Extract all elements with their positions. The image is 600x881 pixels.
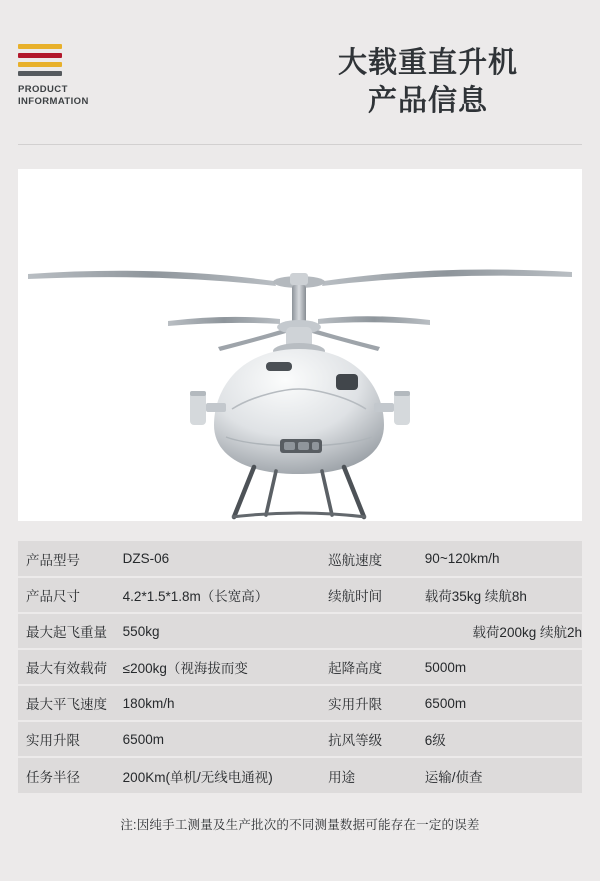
table-row [18,721,582,757]
table-row [18,541,582,577]
spec-value: 载荷200kg 续航2h [320,613,582,649]
measurement-note: 注:因纯手工测量及生产批次的不同测量数据可能存在一定的误差 [120,818,480,832]
spec-label: 巡航速度 [320,541,417,577]
spec-label: 抗风等级 [320,721,417,757]
table-row [18,649,582,685]
spec-label: 用途 [328,769,356,785]
spec-value: 6500m [115,721,320,757]
spec-label: 最大有效载荷 [18,649,115,685]
spec-value: 5000m [417,649,582,685]
spec-value: 550kg [115,613,320,649]
header-divider [18,144,582,145]
table-row [18,577,582,613]
logo-bars-icon [18,44,62,76]
page-title [278,44,578,120]
table-row [18,613,582,649]
spec-value: 4.2*1.5*1.8m（长宽高） [115,577,320,613]
spec-label: 产品型号 [18,541,115,577]
page-title-line2: 产品信息 [367,85,488,117]
spec-label: 续航时间 [320,577,417,613]
spec-value: ≤200kg（视海拔而变 [115,649,320,685]
spec-label: 起降高度 [320,649,417,685]
spec-label: 最大起飞重量 [18,613,115,649]
page-title-line1: 大载重直升机 [337,47,518,79]
spec-value: DZS-06 [115,541,320,577]
spec-label: 产品尺寸 [18,577,115,613]
spec-value: 90~120km/h [417,541,582,577]
page-header [0,0,600,145]
product-photo-panel [18,169,582,521]
spec-value: 运输/侦查 [424,769,483,785]
spec-value: 200Km(单机/无线电通视) [122,769,273,785]
spec-label: 最大平飞速度 [18,685,115,721]
spec-label: 实用升限 [320,685,417,721]
table-row [18,685,582,721]
spec-value: 6500m [417,685,582,721]
spec-value: 6级 [417,721,582,757]
table-row [18,757,582,793]
spec-label: 实用升限 [18,721,115,757]
spec-value: 180km/h [115,685,320,721]
logo-text [18,84,148,108]
logo-text-line1: PRODUCT [18,84,68,95]
brand-logo [18,44,148,108]
spec-label: 任务半径 [26,769,80,785]
helicopter-illustration [18,169,582,521]
spec-table [18,541,582,793]
logo-text-line2: INFORMATION [18,96,89,107]
spec-value: 载荷35kg 续航8h [417,577,582,613]
